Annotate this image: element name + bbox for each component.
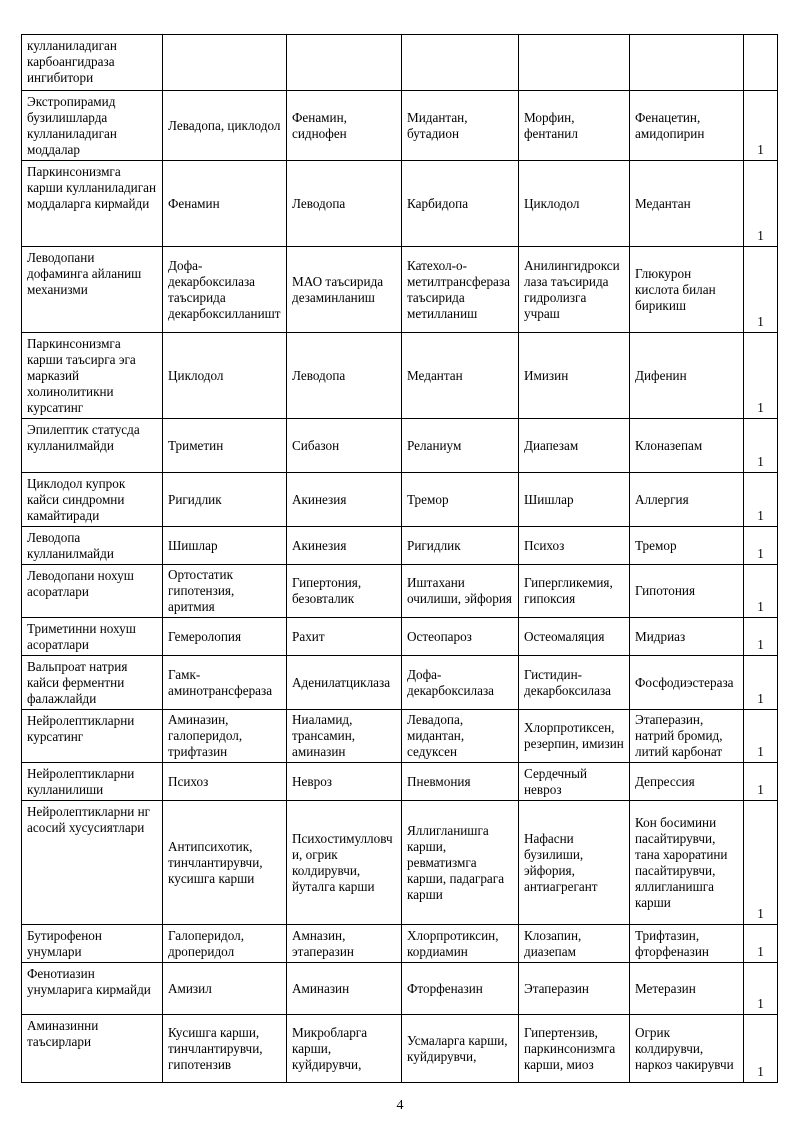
question-cell: Леводопани нохуш асоратлари: [22, 565, 163, 618]
answer-option-1: Дофа-декарбоксилаза таъсирида декарбоксилланишт: [163, 247, 287, 333]
score-cell: 1: [744, 419, 778, 473]
answer-option-2: Рахит: [287, 618, 402, 656]
answer-option-5: Гипотония: [630, 565, 744, 618]
answer-option-2: Леводопа: [287, 161, 402, 247]
answer-option-5: Медантан: [630, 161, 744, 247]
answer-option-3: Мидантан, бутадион: [402, 91, 519, 161]
answer-option-2: Невроз: [287, 763, 402, 801]
score-cell: 1: [744, 161, 778, 247]
answer-option-4: Хлорпротиксен, резерпин, имизин: [519, 710, 630, 763]
score-cell: 1: [744, 247, 778, 333]
answer-option-2: Аминазин: [287, 963, 402, 1015]
answer-option-2: Сибазон: [287, 419, 402, 473]
answer-option-1: Антипсихотик, тинчлантирувчи, кусишга карши: [163, 801, 287, 925]
table-row: [22, 419, 778, 473]
answer-option-2: МАО таъсирида дезаминланиш: [287, 247, 402, 333]
answer-option-1: Циклодол: [163, 333, 287, 419]
answer-option-2: Фенамин, сиднофен: [287, 91, 402, 161]
answer-option-2: Ниаламид, трансамин, аминазин: [287, 710, 402, 763]
answer-option-3: Иштахани очилиши, эйфория: [402, 565, 519, 618]
table-row: [22, 473, 778, 527]
question-cell: Аминазинни таъсирлари: [22, 1015, 163, 1083]
question-cell: Экстропирамид бузилишларда кулланиладиган моддалар: [22, 91, 163, 161]
answer-option-3: Пневмония: [402, 763, 519, 801]
score-cell: 1: [744, 618, 778, 656]
score-cell: 1: [744, 527, 778, 565]
answer-option-5: [630, 35, 744, 91]
question-cell: Бутирофенон унумлари: [22, 925, 163, 963]
score-cell: 1: [744, 763, 778, 801]
table-row: [22, 91, 778, 161]
score-cell: 1: [744, 91, 778, 161]
answer-option-2: [287, 35, 402, 91]
answer-option-3: Усмаларга карши, куйдирувчи,: [402, 1015, 519, 1083]
score-cell: 1: [744, 565, 778, 618]
question-cell: Леводопани дофаминга айланиш механизми: [22, 247, 163, 333]
answer-option-4: Морфин, фентанил: [519, 91, 630, 161]
answer-option-5: Огрик колдирувчи, наркоз чакирувчи: [630, 1015, 744, 1083]
answer-option-2: Гипертония, безовталик: [287, 565, 402, 618]
answer-option-5: Метеразин: [630, 963, 744, 1015]
score-cell: 1: [744, 925, 778, 963]
question-cell: Леводопа кулланилмайди: [22, 527, 163, 565]
answer-option-5: Глюкурон кислота билан бирикиш: [630, 247, 744, 333]
answer-option-4: Клозапин, диазепам: [519, 925, 630, 963]
table-body: [22, 35, 778, 1083]
answer-option-5: Дифенин: [630, 333, 744, 419]
answer-option-4: Шишлар: [519, 473, 630, 527]
answer-option-4: Гипергликемия, гипоксия: [519, 565, 630, 618]
answer-option-5: Фенацетин, амидопирин: [630, 91, 744, 161]
question-cell: Циклодол купрок кайси синдромни камайтиради: [22, 473, 163, 527]
answer-option-4: Циклодол: [519, 161, 630, 247]
answer-option-1: Ригидлик: [163, 473, 287, 527]
table-row: [22, 35, 778, 91]
table-row: [22, 161, 778, 247]
score-cell: 1: [744, 656, 778, 710]
answer-option-4: Психоз: [519, 527, 630, 565]
answer-option-1: Фенамин: [163, 161, 287, 247]
test-questions-table: [21, 34, 778, 1083]
answer-option-1: Гемеролопия: [163, 618, 287, 656]
answer-option-2: Аденилатциклаза: [287, 656, 402, 710]
answer-option-5: Тремор: [630, 527, 744, 565]
answer-option-3: Яллигланишга карши, ревматизмга карши, падаграга карши: [402, 801, 519, 925]
question-cell: Эпилептик статусда кулланилмайди: [22, 419, 163, 473]
table-row: [22, 618, 778, 656]
question-cell: Паркинсонизмга карши кулланиладиган моддаларга кирмайди: [22, 161, 163, 247]
answer-option-1: Триметин: [163, 419, 287, 473]
answer-option-2: Амназин, этаперазин: [287, 925, 402, 963]
answer-option-4: Имизин: [519, 333, 630, 419]
answer-option-4: Этаперазин: [519, 963, 630, 1015]
question-cell: кулланиладиган карбоангидраза ингибитори: [22, 35, 163, 91]
answer-option-3: Фторфеназин: [402, 963, 519, 1015]
answer-option-3: Дофа-декарбоксилаза: [402, 656, 519, 710]
table-row: [22, 763, 778, 801]
answer-option-5: Фосфодиэстераза: [630, 656, 744, 710]
answer-option-4: Остеомаляция: [519, 618, 630, 656]
score-cell: 1: [744, 1015, 778, 1083]
answer-option-4: Диапезам: [519, 419, 630, 473]
table-row: [22, 565, 778, 618]
answer-option-5: Клоназепам: [630, 419, 744, 473]
table-row: [22, 333, 778, 419]
answer-option-1: Кусишга карши, тинчлантирувчи, гипотензив: [163, 1015, 287, 1083]
answer-option-2: Микробларга карши, куйдирувчи,: [287, 1015, 402, 1083]
score-cell: 1: [744, 801, 778, 925]
answer-option-3: Хлорпротиксин, кордиамин: [402, 925, 519, 963]
answer-option-3: Карбидопа: [402, 161, 519, 247]
question-cell: Нейролептикларни кулланилиши: [22, 763, 163, 801]
answer-option-3: Катехол-о-метилтрансфераза таъсирида метилланиш: [402, 247, 519, 333]
answer-option-1: Психоз: [163, 763, 287, 801]
answer-option-1: Галоперидол, дроперидол: [163, 925, 287, 963]
question-cell: Нейролептикларни нг асосий хусусиятлари: [22, 801, 163, 925]
table-row: [22, 963, 778, 1015]
question-cell: Паркинсонизмга карши таъсирга эга марказий холинолитикни курсатинг: [22, 333, 163, 419]
answer-option-3: Остеопароз: [402, 618, 519, 656]
answer-option-1: [163, 35, 287, 91]
score-cell: 1: [744, 710, 778, 763]
table-row: [22, 247, 778, 333]
answer-option-4: [519, 35, 630, 91]
question-cell: Вальпроат натрия кайси ферментни фалажлайди: [22, 656, 163, 710]
answer-option-1: Амизил: [163, 963, 287, 1015]
answer-option-2: Психостимулловчи, огрик колдирувчи, йуталга карши: [287, 801, 402, 925]
answer-option-5: Этаперазин, натрий бромид, литий карбонат: [630, 710, 744, 763]
answer-option-1: Ортостатик гипотензия, аритмия: [163, 565, 287, 618]
question-cell: Нейролептикларни курсатинг: [22, 710, 163, 763]
table-row: [22, 925, 778, 963]
answer-option-4: Гипертензив, паркинсонизмга карши, миоз: [519, 1015, 630, 1083]
page-number: 4: [396, 1098, 404, 1113]
answer-option-5: Трифтазин, фторфеназин: [630, 925, 744, 963]
question-cell: Фенотиазин унумларига кирмайди: [22, 963, 163, 1015]
table-row: [22, 801, 778, 925]
answer-option-5: Мидриаз: [630, 618, 744, 656]
answer-option-3: Тремор: [402, 473, 519, 527]
answer-option-5: Кон босимини пасайтирувчи, тана хароратини пасайтирувчи, яллигланишга карши: [630, 801, 744, 925]
table-row: [22, 1015, 778, 1083]
answer-option-2: Акинезия: [287, 473, 402, 527]
table-row: [22, 527, 778, 565]
score-cell: 1: [744, 473, 778, 527]
answer-option-1: Гамк-аминотрансфераза: [163, 656, 287, 710]
table-row: [22, 710, 778, 763]
answer-option-1: Шишлар: [163, 527, 287, 565]
answer-option-3: Левадопа, мидантан, седуксен: [402, 710, 519, 763]
score-cell: 1: [744, 963, 778, 1015]
answer-option-4: Нафасни бузилиши, эйфория, антиагрегант: [519, 801, 630, 925]
answer-option-3: Реланиум: [402, 419, 519, 473]
answer-option-2: Леводопа: [287, 333, 402, 419]
answer-option-3: [402, 35, 519, 91]
answer-option-3: Медантан: [402, 333, 519, 419]
question-cell: Триметинни нохуш асоратлари: [22, 618, 163, 656]
score-cell: [744, 35, 778, 91]
score-cell: 1: [744, 333, 778, 419]
answer-option-1: Левадопа, циклодол: [163, 91, 287, 161]
answer-option-3: Ригидлик: [402, 527, 519, 565]
table-row: [22, 656, 778, 710]
answer-option-4: Гистидин-декарбоксилаза: [519, 656, 630, 710]
answer-option-2: Акинезия: [287, 527, 402, 565]
answer-option-5: Аллергия: [630, 473, 744, 527]
answer-option-5: Депрессия: [630, 763, 744, 801]
answer-option-1: Аминазин, галоперидол, трифтазин: [163, 710, 287, 763]
answer-option-4: Сердечный невроз: [519, 763, 630, 801]
answer-option-4: Анилингидроксилаза таъсирида гидролизга учраш: [519, 247, 630, 333]
